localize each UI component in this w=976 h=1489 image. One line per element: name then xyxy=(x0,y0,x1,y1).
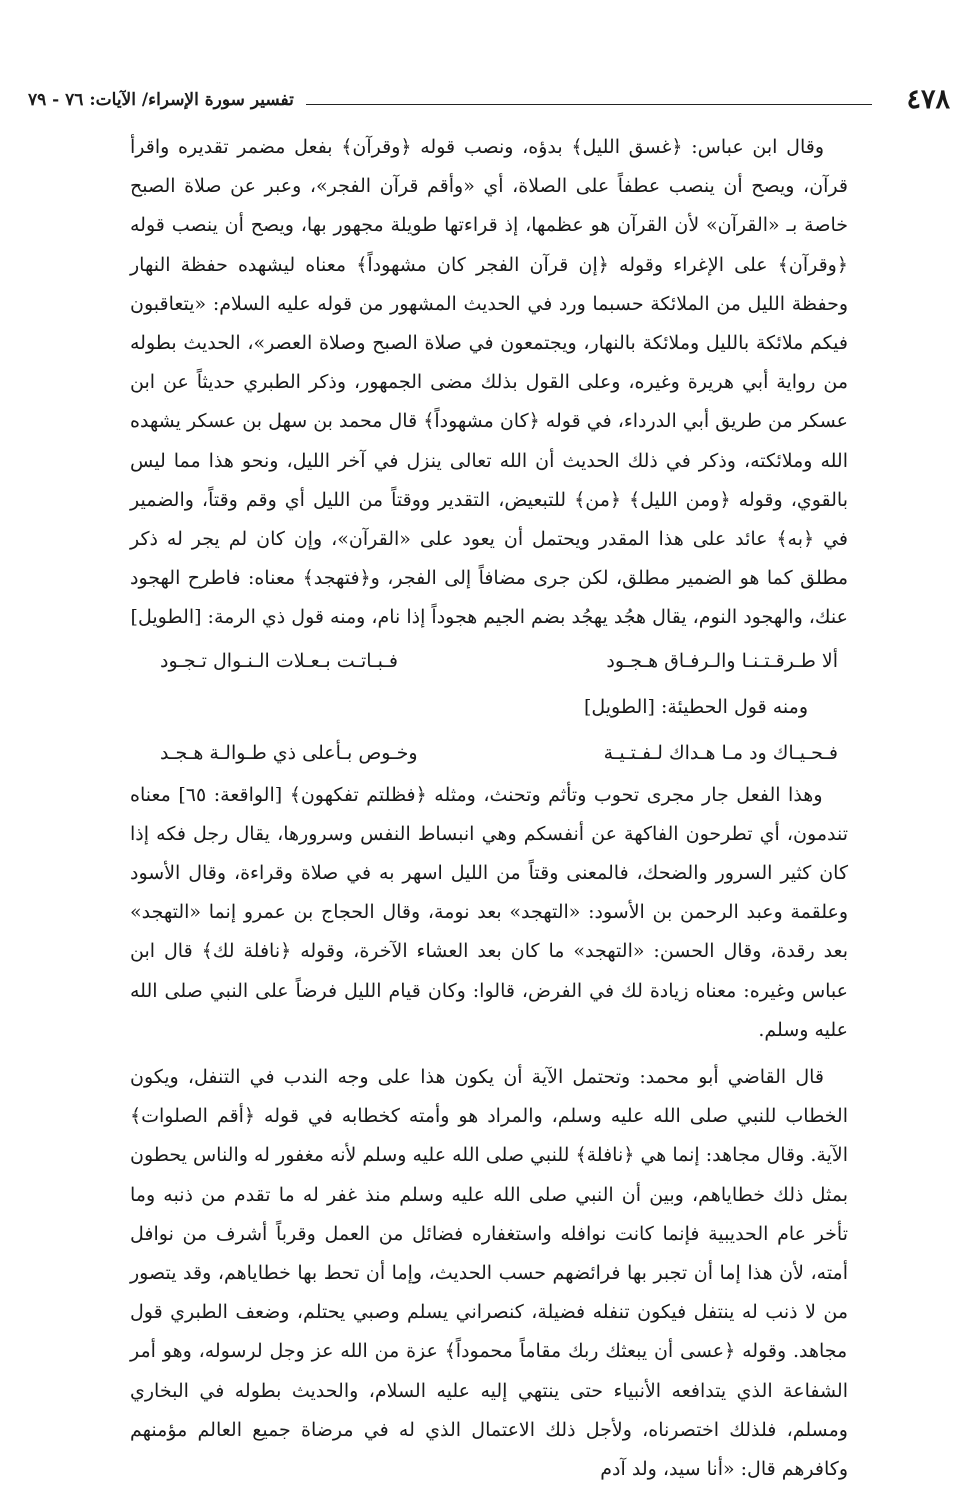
text-line: الشفاعة الذي يتدافعه الأنبياء حتى ينتهي إليه عليه السلام، والحديث بطوله في البخاري ومسلم، فلذلك xyxy=(130,1379,848,1441)
text-line: ﴿إن قرآن الفجر كان مشهوداً﴾ معناه ليشهده حفظة النهار وحفظة الليل من الملائكة حسبما ورد في xyxy=(130,253,848,315)
text-line: خطاياهم، وقد يتصور من لا ذنب له ينتفل فيكون تنفله فضيلة، كنصراني يسلم وصبي يحتلم، وضعف xyxy=(130,1262,849,1324)
text-line: والضمير في ﴿به﴾ عائد على هذا المقدر ويحتمل أن يعود على «القرآن»، وإن كان لم يجر له ذكر مطلق كما xyxy=(130,488,848,590)
text-line: قيام الليل فرضاً على النبي صلى الله عليه وسلم. xyxy=(130,979,848,1041)
poetry-verse-2 xyxy=(160,730,838,776)
hemistich-left: فـبـاتـت بـعـلات الـنـوال تـجـود xyxy=(160,649,398,672)
text-line: تندمون، أي تطرحون الفاكهة عن أنفسكم وهي انبساط النفس وسرورها، يقال رجل فكه إذا كان كثير xyxy=(130,822,848,885)
text-line: للنبي صلى الله عليه وسلم، والمراد هو وأمته كخطابه في قوله ﴿أقم الصلوات﴾ الآية. وقال مجاهد: إنما xyxy=(130,1105,848,1167)
paragraph-1 xyxy=(130,128,848,638)
text-line: السرور والضحك، فالمعنى وقتاً من الليل اسهر به في صلاة وقراءة، وقال الأسود وعلقمة وعبد الرحمن بن xyxy=(130,862,848,924)
text-line: كان بعد العشاء الآخرة، وقوله ﴿نافلة لك﴾ قال ابن عباس وغيره: معناه زيادة لك في الفرض، قالوا: وكان xyxy=(130,940,849,1002)
page-number: ٤٧٨ xyxy=(906,84,950,115)
text-line: وقال ابن عباس: ﴿غسق الليل﴾ بدؤه، ونصب قوله ﴿وقرآن﴾ بفعل مضمر تقديره واقرأ قرآن، xyxy=(130,136,848,198)
text-line: لأن القرآن هو عظمها، إذ قراءتها طويلة مجهور بها، ويصح أن ينصب قوله ﴿وقرآن﴾ على الإغراء وقوله xyxy=(130,214,848,276)
text-line: وهذا الفعل جار مجرى تحوب وتأثم وتحنث، ومثله ﴿فظلتم تفكهون﴾ [الواقعة: ٦٥] معناه xyxy=(130,783,823,806)
running-title: تفسير سورة الإسراء/ الآيات: ٧٦ - ٧٩ xyxy=(28,90,294,110)
hemistich-right: ألا طـرقـتـنـا والـرفـاق هـجـود xyxy=(606,649,838,672)
text-line: من العمل وقرباً أشرف من نوافل أمته، لأن هذا إما أن تجبر بها فرائضهم حسب الحديث، وإما أن تحط بها xyxy=(130,1222,849,1285)
text-line: صلاة الصبح وصلاة العصر»، الحديث بطوله من رواية أبي هريرة وغيره، وعلى القول بذلك مضى xyxy=(130,332,848,394)
text-line: الطبري قول مجاهد. وقوله ﴿عسى أن يبعثك ربك مقاماً محموداً﴾ عزة من الله عز وجل لرسوله، وهو أمر xyxy=(130,1301,848,1363)
text-line: الأسود: «التهجد» بعد نومة، وقال الحجاج بن عمرو إنما «التهجد» بعد رقدة، وقال الحسن: «التهجد» ما xyxy=(130,901,849,963)
page-body xyxy=(130,128,848,1489)
text-line: صلى الله عليه وسلم منذ غفر له ما تقدم من ذنبه وما تأخر عام الحديبية فإنما كانت نوافله واستغفاره فضائل xyxy=(130,1183,848,1245)
text-line: الحديث المشهور من قوله عليه السلام: «يتعاقبون فيكم ملائكة بالليل وملائكة بالنهار، ويجتمعون في xyxy=(130,292,848,355)
text-line: ونحو هذا مما ليس بالقوي، وقوله ﴿ومن الليل﴾ ﴿من﴾ للتبعيض، التقدير ووقتاً من الليل أي وقم وقتاً، xyxy=(130,449,848,511)
paragraph-3 xyxy=(130,1058,848,1489)
verse-intro: ومنه قول الحطيئة: [الطويل] xyxy=(583,695,808,718)
paragraph-2 xyxy=(130,776,848,1050)
hemistich-left: وخـوص بـأعلى ذي طـوالـة هـجـد xyxy=(160,741,418,764)
header-rule xyxy=(306,104,872,105)
paragraph-gap xyxy=(130,1050,848,1058)
text-line: الجمهور، وذكر الطبري حديثاً عن ابن عسكر من طريق أبي الدرداء، في قوله ﴿كان مشهوداً﴾ قال xyxy=(130,371,848,433)
page-header xyxy=(28,82,950,122)
hemistich-right: فـحـيـاك ود مـا هـداك لـفـتـيـة xyxy=(603,741,838,764)
text-line: هو الضمير مطلق، لكن جرى مضافاً إلى الفجر، و﴿فتهجد﴾ معناه: فاطرح الهجود عنك، والهجود النوم، xyxy=(130,567,848,629)
text-line: محمد بن سهل بن عسكر يشهده الله وملائكته، وذكر في ذلك الحديث أن الله تعالى ينزل في آخر الليل، xyxy=(130,410,848,472)
text-line: يقال هجُد يهجُد بضم الجيم هجوداً إذا نام، ومنه قول ذي الرمة: [الطويل] xyxy=(130,606,687,629)
poetry-verse-1 xyxy=(160,638,838,684)
text-line: قال القاضي أبو محمد: وتحتمل الآية أن يكون هذا على وجه الندب في التنفل، ويكون الخطاب xyxy=(130,1066,849,1128)
text-line: هي ﴿نافلة﴾ للنبي صلى الله عليه وسلم لأنه مغفور له والناس يحطون بمثل ذلك خطاياهم، وبين أن النبي xyxy=(130,1144,848,1206)
text-line: ويصح أن ينصب عطفاً على الصلاة، أي «وأقم قرآن الفجر»، وعبر عن صلاة الصبح خاصة بـ «القرآن» xyxy=(130,175,848,237)
text-line: اختصرناه، ولأجل ذلك الاعتمال الذي له في مرضاة جميع العالم مؤمنهم وكافرهم قال: «أنا سيد، ولد آدم xyxy=(130,1418,848,1481)
